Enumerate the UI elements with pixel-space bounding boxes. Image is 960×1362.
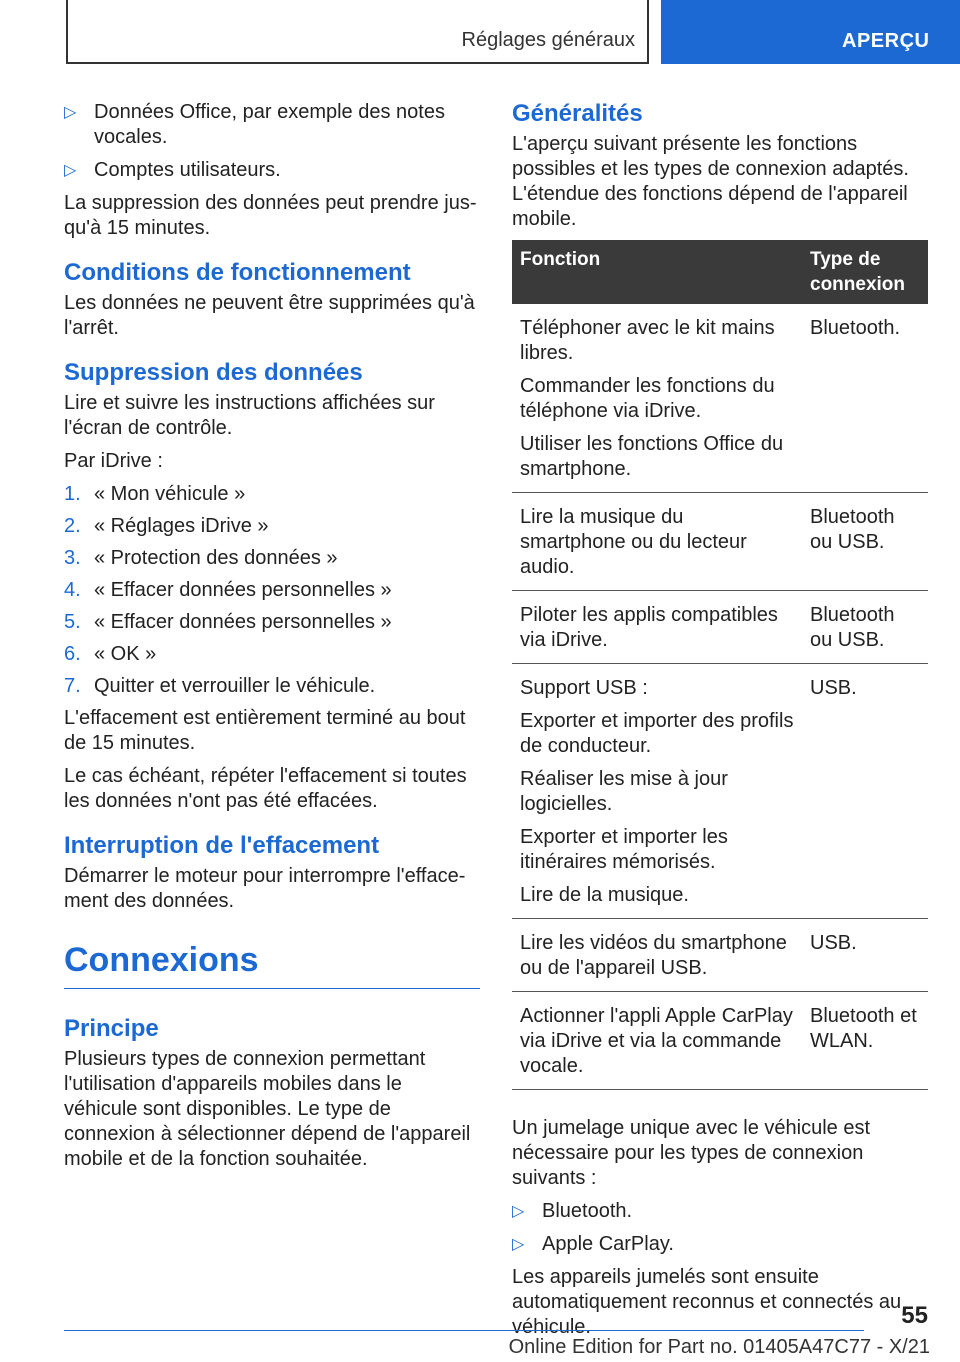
bullet-item: ▷ Données Office, par exemple des notes vocales. bbox=[64, 101, 445, 148]
footer-edition: Online Edition for Part no. 01405A47C77 - X/21 bbox=[508, 1336, 930, 1358]
paragraph-principe: Plusieurs types de connexion permettant l'utilisation d'appareils mobiles dans le véhicule sont disponibles. Le type de connexion à sélectionner dépend de l'appareil mobile et de la fonction souhaitée. bbox=[64, 1048, 471, 1170]
right-column bbox=[512, 100, 928, 1348]
triangle-bullet-icon: ▷ bbox=[512, 1236, 525, 1253]
heading-conditions: Conditions de fonctionnement bbox=[64, 259, 411, 286]
cell-fonction: Piloter les applis compatibles via iDrive. bbox=[512, 591, 802, 664]
cell-type: USB. bbox=[802, 664, 928, 919]
table-row bbox=[512, 664, 928, 919]
step-item: 2. « Réglages iDrive » bbox=[64, 515, 269, 537]
cell-fonction: Lire les vidéos du smartphone ou de l'appareil USB. bbox=[512, 919, 802, 992]
heading-principe: Principe bbox=[64, 1015, 159, 1042]
bullet-item: ▷ Apple CarPlay. bbox=[512, 1233, 674, 1255]
cell-fonction: Lire la musique du smartphone ou du lecteur audio. bbox=[512, 493, 802, 591]
heading-connexions: Connexions bbox=[64, 940, 480, 989]
step-item: 6. « OK » bbox=[64, 643, 157, 665]
table-header-row bbox=[512, 240, 928, 304]
header-section-title: Réglages généraux bbox=[461, 29, 635, 51]
triangle-bullet-icon: ▷ bbox=[512, 1203, 525, 1220]
step-item: 5. « Effacer données personnelles » bbox=[64, 611, 392, 633]
paragraph-jumelage: Un jumelage unique avec le véhicule est nécessaire pour les types de connexion suivants : bbox=[512, 1117, 870, 1189]
bullet-item: ▷ Comptes utilisateurs. bbox=[64, 159, 281, 181]
cell-type: Bluetooth et WLAN. bbox=[802, 992, 928, 1090]
paragraph-generalites: L'aperçu suivant présente les fonctions possibles et les types de connexion adaptés. L'étendue des fonctions dépend de l'appareil mobile. bbox=[512, 133, 909, 230]
bullet-item: ▷ Bluetooth. bbox=[512, 1200, 633, 1222]
header-apercu-tab[interactable] bbox=[661, 0, 960, 64]
step-item: 4. « Effacer données personnelles » bbox=[64, 579, 392, 601]
header-section-tab bbox=[66, 0, 649, 64]
cell-fonction: Support USB : Exporter et importer des profils de conducteur. Réaliser les mise à jour logicielles. Exporter et importer les itinéraires mémorisés. Lire de la musique. bbox=[512, 664, 802, 919]
table-row bbox=[512, 591, 928, 664]
page-number: 55 bbox=[901, 1302, 928, 1329]
cell-type: Bluetooth. bbox=[802, 304, 928, 493]
table-row bbox=[512, 919, 928, 992]
steps-list bbox=[64, 482, 480, 699]
paragraph-finished: L'effacement est entièrement terminé au bout de 15 minutes. bbox=[64, 707, 466, 754]
column-header-fonction: Fonction bbox=[512, 240, 802, 304]
paragraph-conditions: Les données ne peuvent être supprimées qu'à l'arrêt. bbox=[64, 292, 475, 339]
paragraph-delete-time: La suppression des données peut prendre jusqu'à 15 minutes. bbox=[64, 192, 477, 239]
paragraph-repeat: Le cas échéant, répéter l'effacement si toutes les données n'ont pas été effacées. bbox=[64, 765, 467, 812]
cell-fonction: Téléphoner avec le kit mains libres. Commander les fonctions du téléphone via iDrive. Utiliser les fonctions Office du smartphone. bbox=[512, 304, 802, 493]
step-item: 7. Quitter et verrouiller le véhicule. bbox=[64, 675, 376, 697]
cell-type: Bluetooth ou USB. bbox=[802, 493, 928, 591]
cell-fonction: Actionner l'appli Apple CarPlay via iDrive et via la commande vocale. bbox=[512, 992, 802, 1090]
triangle-bullet-icon: ▷ bbox=[64, 162, 77, 179]
footer-divider bbox=[64, 1330, 864, 1331]
header-apercu-label: APERÇU bbox=[842, 30, 930, 52]
heading-generalites: Généralités bbox=[512, 100, 643, 127]
left-column bbox=[64, 100, 480, 1180]
cell-type: USB. bbox=[802, 919, 928, 992]
step-item: 1. « Mon véhicule » bbox=[64, 483, 246, 505]
table-row bbox=[512, 493, 928, 591]
paragraph-interruption: Démarrer le moteur pour interrompre l'effacement des données. bbox=[64, 865, 466, 912]
table-row bbox=[512, 992, 928, 1090]
paragraph-reconnus: Les appareils jumelés sont ensuite automatiquement reconnus et connectés au véhicule. bbox=[512, 1266, 902, 1338]
cell-type: Bluetooth ou USB. bbox=[802, 591, 928, 664]
step-item: 3. « Protection des données » bbox=[64, 547, 338, 569]
triangle-bullet-icon: ▷ bbox=[64, 104, 77, 121]
paragraph-idrive: Par iDrive : bbox=[64, 450, 163, 472]
column-header-type: Type de connexion bbox=[802, 240, 928, 304]
heading-suppression: Suppression des données bbox=[64, 359, 363, 386]
paragraph-instructions: Lire et suivre les instructions affichées sur l'écran de contrôle. bbox=[64, 392, 435, 439]
heading-interruption: Interruption de l'effacement bbox=[64, 832, 380, 859]
connection-table bbox=[512, 240, 928, 1090]
table-row bbox=[512, 304, 928, 493]
